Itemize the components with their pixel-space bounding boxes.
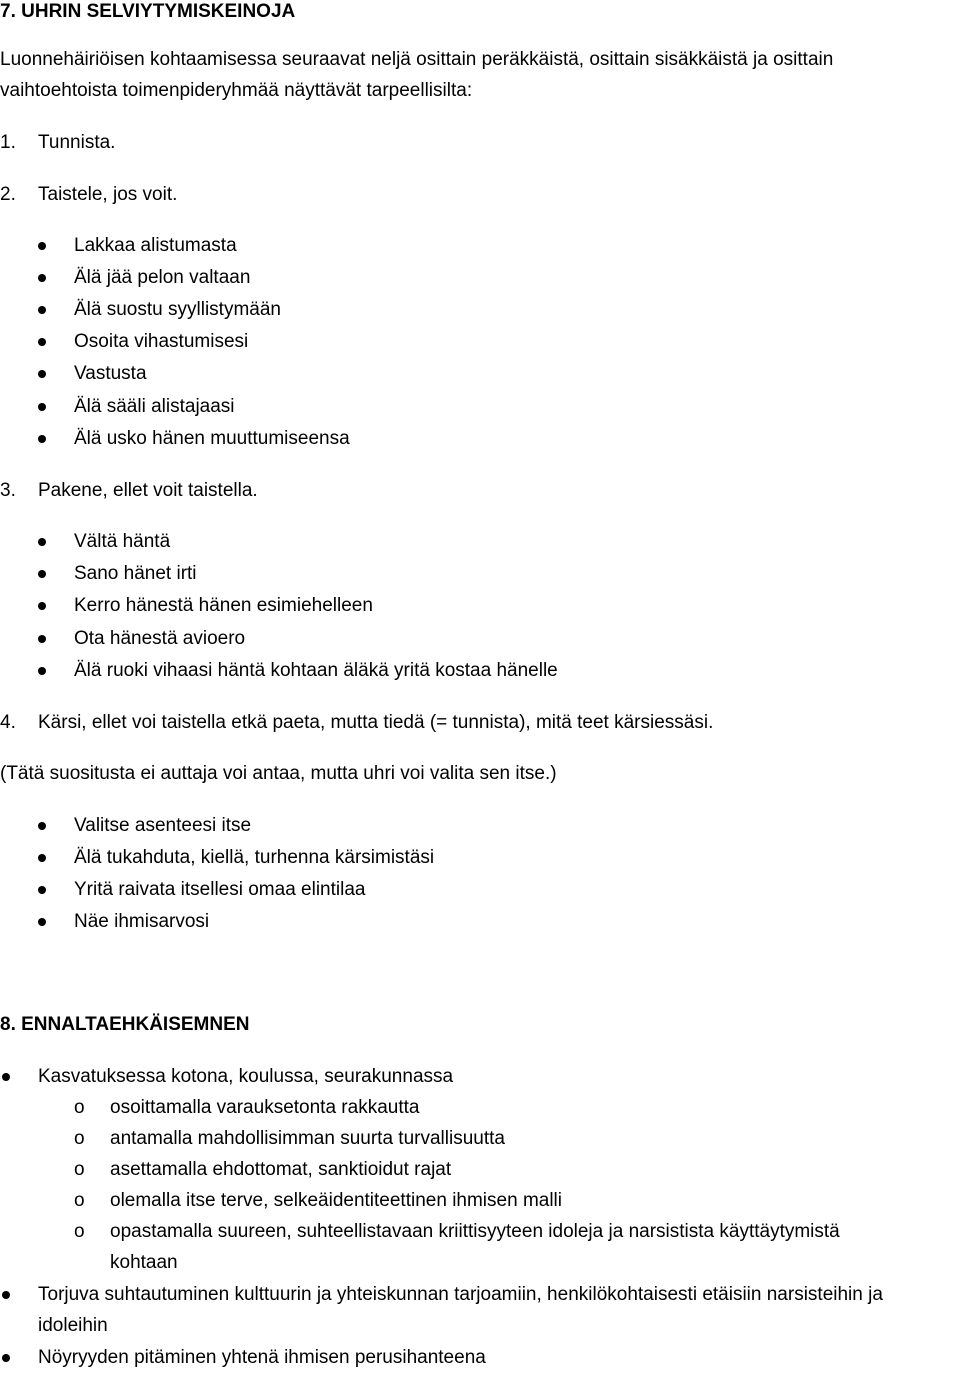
step-text: Pakene, ellet voit taistella. <box>38 480 258 501</box>
step-3 <box>0 479 258 503</box>
bullet-icon <box>38 274 46 282</box>
step-text: Kärsi, ellet voi taistella etkä paeta, mutta tiedä (= tunnista), mitä teet kärsiessäsi. <box>38 712 714 733</box>
bullet-icon <box>38 602 46 610</box>
section-8-heading: 8. ENNALTAEHKÄISEMNEN <box>0 1014 250 1035</box>
step-2 <box>0 183 177 207</box>
step-text: Taistele, jos voit. <box>38 184 178 205</box>
bullet-icon <box>38 242 46 250</box>
section-7-heading: 7. UHRIN SELVIYTYMISKEINOJA <box>0 1 296 22</box>
step-number: 2. <box>0 184 16 205</box>
circle-bullet-icon: o <box>74 1159 85 1180</box>
step-4-note: (Tätä suositusta ei auttaja voi antaa, mutta uhri voi valita sen itse.) <box>0 763 557 784</box>
intro-paragraph-line-1: Luonnehäiriöisen kohtaamisessa seuraavat neljä osittain peräkkäistä, osittain sisäkkäistä ja osittain <box>0 49 834 70</box>
bullet-icon <box>38 854 46 862</box>
step-number: 4. <box>0 712 16 733</box>
bullet-icon <box>2 1291 10 1299</box>
bullet-icon <box>38 306 46 314</box>
step-text: Tunnista. <box>38 132 116 153</box>
bullet-icon <box>38 822 46 830</box>
bullet-icon <box>38 570 46 578</box>
bullet-icon <box>38 338 46 346</box>
circle-bullet-icon: o <box>74 1221 85 1242</box>
bullet-icon <box>38 538 46 546</box>
circle-bullet-icon: o <box>74 1097 85 1118</box>
intro-paragraph-line-2: vaihtoehtoista toimenpideryhmää näyttävät tarpeellisilta: <box>0 80 473 101</box>
bullet-icon <box>2 1354 10 1362</box>
bullet-icon <box>2 1073 10 1081</box>
step-1 <box>0 131 115 155</box>
sub-list-item-continuation: kohtaan <box>110 1252 178 1273</box>
bullet-icon <box>38 370 46 378</box>
step-number: 3. <box>0 480 16 501</box>
bullet-icon <box>38 886 46 894</box>
bullet-icon <box>38 667 46 675</box>
bullet-icon <box>38 403 46 411</box>
bullet-icon <box>38 435 46 443</box>
circle-bullet-icon: o <box>74 1128 85 1149</box>
bullet-icon <box>38 635 46 643</box>
step-4 <box>0 711 713 735</box>
circle-bullet-icon: o <box>74 1190 85 1211</box>
list-item-continuation: idoleihin <box>38 1315 108 1336</box>
step-number: 1. <box>0 132 16 153</box>
bullet-icon <box>38 918 46 926</box>
